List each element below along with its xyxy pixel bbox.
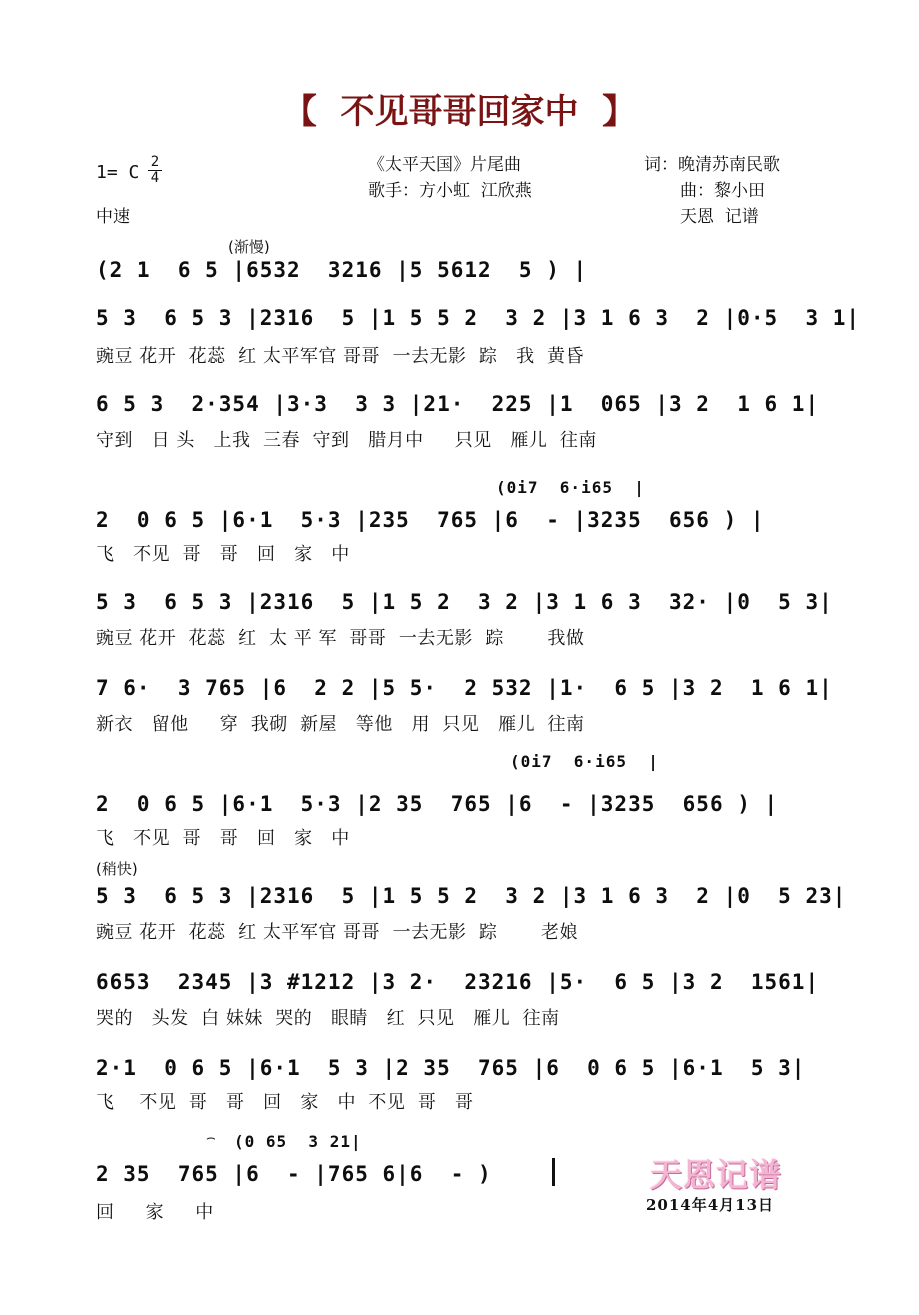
time-signature (148, 156, 162, 185)
score-line-2: 5 3 6 5 3 |2316 5 |1 5 5 2 3 2 |3 1 6 3 2 |0·5 3 1| (96, 306, 861, 330)
transcriber-label: 天恩 记谱 (680, 207, 759, 227)
time-signature-top: 2 (150, 154, 160, 170)
lyrics-line-6: 新衣 留他 穿 我砌 新屋 等他 用 只见 雁儿 往南 (96, 714, 585, 735)
score-line-3: 6 5 3 2·354 |3·3 3 3 |21· 225 |1 065 |3 2 1 6 1| (96, 392, 820, 416)
faster-mark: (稍快) (96, 860, 138, 878)
lyrics-line-8: 豌豆 花开 花蕊 红 太平军官 哥哥 一去无影 踪 老娘 (96, 922, 578, 943)
time-signature-bottom: 4 (150, 170, 160, 186)
score-line-6: 7 6· 3 765 |6 2 2 |5 5· 2 532 |1· 6 5 |3 2 1 6 1| (96, 676, 833, 700)
ritardando-mark: (渐慢) (228, 238, 270, 256)
lyrics-line-11: 回 家 中 (96, 1202, 214, 1223)
lyrics-line-9: 哭的 头发 白 妹妹 哭的 眼睛 红 只见 雁儿 往南 (96, 1008, 560, 1029)
score-line-11: 2 35 765 |6 - |765 6|6 - ) (96, 1162, 506, 1186)
lyricist-label: 词：晚清苏南民歌 (644, 155, 780, 175)
transcriber-stamp: 天恩记谱 (650, 1156, 783, 1194)
lyrics-line-4: 飞 不见 哥 哥 回 家 中 (96, 544, 350, 565)
score-line-10: 2·1 0 6 5 |6·1 5 3 |2 35 765 |6 0 6 5 |6·1 5 3| (96, 1056, 806, 1080)
score-line-7: 2 0 6 5 |6·1 5·3 |2 35 765 |6 - |3235 656 ) | (96, 792, 779, 816)
score-line-8: 5 3 6 5 3 |2316 5 |1 5 5 2 3 2 |3 1 6 3 2 |0 5 23| (96, 884, 847, 908)
key-signature: 1= C (96, 162, 140, 183)
final-barline (552, 1158, 555, 1186)
song-title: 【 不见哥哥回家中 】 (282, 92, 637, 132)
tempo-marking: 中速 (96, 207, 130, 227)
score-line-5: 5 3 6 5 3 |2316 5 |1 5 2 3 2 |3 1 6 3 32· |0 5 3| (96, 590, 833, 614)
lyrics-line-7: 飞 不见 哥 哥 回 家 中 (96, 828, 350, 849)
score-line-9: 6653 2345 |3 #1212 |3 2· 23216 |5· 6 5 |3 2 1561| (96, 970, 820, 994)
interlude-notes: (0 65 3 21| (234, 1132, 362, 1151)
fermata-mark: ⌢ (206, 1128, 216, 1146)
composer-label: 曲：黎小田 (680, 181, 765, 201)
score-line-4: 2 0 6 5 |6·1 5·3 |235 765 |6 - |3235 656 ) | (96, 508, 765, 532)
lyrics-line-2: 豌豆 花开 花蕊 红 太平军官 哥哥 一去无影 踪 我 黄昏 (96, 346, 585, 367)
score-line-1: (2 1 6 5 |6532 3216 |5 5612 5 ) | (96, 258, 588, 282)
lyrics-line-5: 豌豆 花开 花蕊 红 太 平 军 哥哥 一去无影 踪 我做 (96, 628, 585, 649)
source-label: 《太平天国》片尾曲 (368, 155, 521, 175)
lyrics-line-10: 飞 不见 哥 哥 回 家 中 不见 哥 哥 (96, 1092, 474, 1113)
transcription-date: 2014年4月13日 (646, 1196, 775, 1214)
interlude-notes: (0i7 6·i65 | (496, 478, 645, 497)
singers-label: 歌手：方小虹 江欣燕 (368, 181, 532, 201)
lyrics-line-3: 守到 日 头 上我 三春 守到 腊月中 只见 雁儿 往南 (96, 430, 597, 451)
interlude-notes: (0i7 6·i65 | (510, 752, 659, 771)
